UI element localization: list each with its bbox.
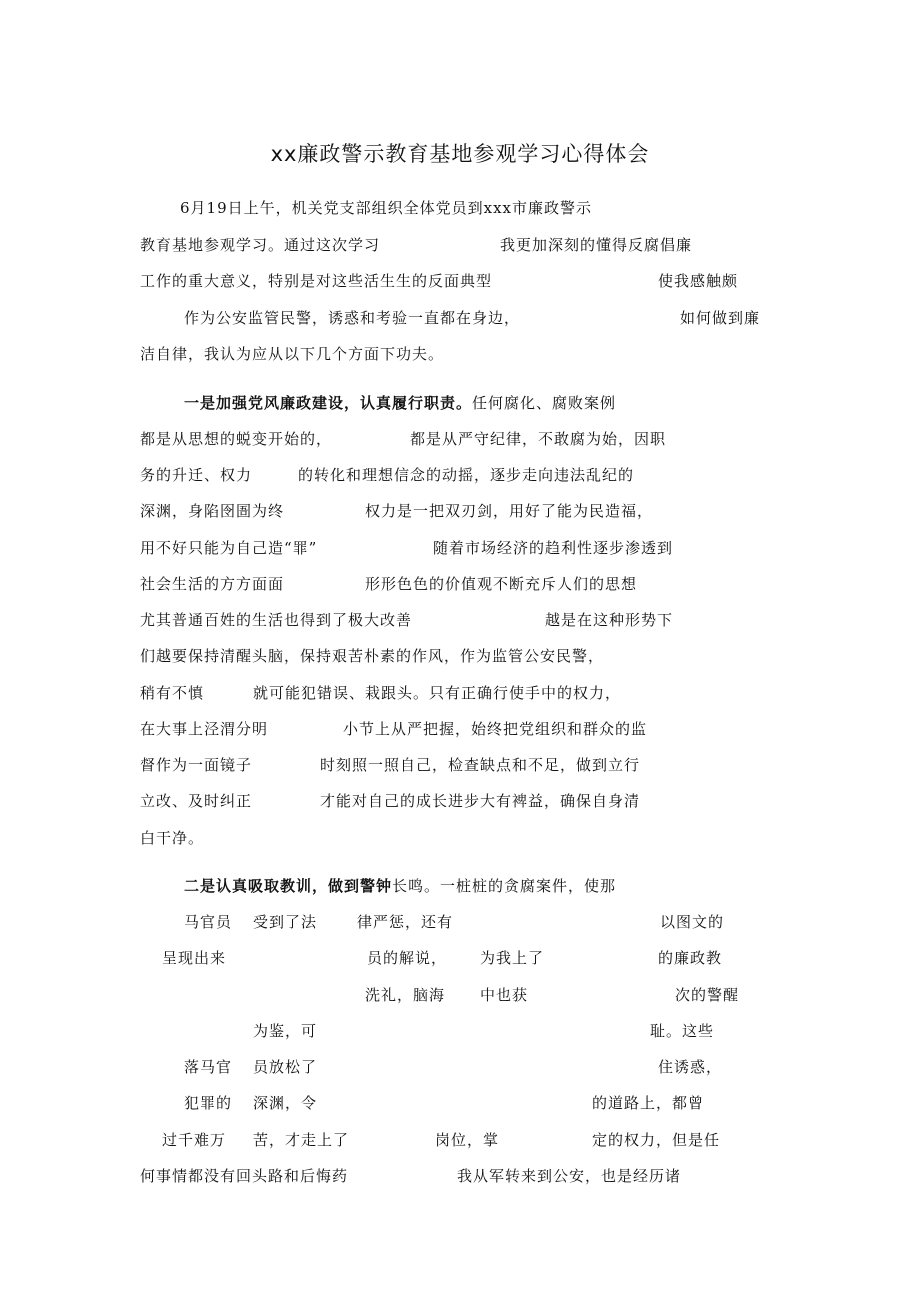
p2-frag-6a: 落马官 bbox=[184, 1058, 233, 1076]
p2-frag-6b: 员放松了 bbox=[253, 1058, 318, 1076]
p1-line-2a: 都是从思想的蜕变开始的， bbox=[140, 430, 333, 448]
p2-frag-3c: 为我上了 bbox=[480, 949, 545, 967]
p2-frag-8d: 定的权力，但是任 bbox=[592, 1131, 721, 1149]
p2-frag-2b: 受到了法 bbox=[253, 913, 318, 931]
p1-line-9b: 就可能犯错误、栽跟头。只有正确行使手中的权力， bbox=[253, 684, 622, 702]
intro-line-3a: 工作的重大意义，特别是对这些活生生的反面典型 bbox=[140, 272, 493, 290]
p1-line-2b: 都是从严守纪律，不敢腐为始，因职 bbox=[410, 430, 667, 448]
intro-line-2b: 我更加深刻的懂得反腐倡廉 bbox=[500, 236, 693, 254]
p1-line-1-text: 任何腐化、腐败案例 bbox=[472, 394, 617, 412]
p1-line-13: 白干净。 bbox=[140, 829, 205, 847]
p2-frag-5a: 为鉴，可 bbox=[253, 1022, 318, 1040]
p1-line-7b: 越是在这种形势下 bbox=[545, 611, 674, 629]
p2-frag-8a: 过千难万 bbox=[162, 1131, 227, 1149]
p2-line-1-text: 长鸣。一桩桩的贪腐案件，使那 bbox=[392, 877, 617, 895]
p1-line-6a: 社会生活的方方面面 bbox=[140, 575, 285, 593]
intro-line-2a: 教育基地参观学习。通过这次学习 bbox=[140, 236, 381, 254]
p1-line-4a: 深渊，身陷囹圄为终 bbox=[140, 502, 285, 520]
intro-line-5: 洁自律，我认为应从以下几个方面下功夫。 bbox=[140, 345, 445, 363]
p2-frag-3b: 员的解说， bbox=[367, 949, 448, 967]
p1-line-8: 们越要保持清醒头脑，保持艰苦朴素的作风，作为监管公安民警， bbox=[140, 647, 605, 665]
p2-frag-9a: 何事情都没有回头路和后悔药 bbox=[140, 1167, 349, 1185]
p2-frag-4b: 中也获 bbox=[480, 986, 529, 1004]
p1-line-1 bbox=[184, 393, 616, 413]
p1-line-12a: 立改、及时纠正 bbox=[140, 792, 253, 810]
p2-frag-7b: 深渊，令 bbox=[253, 1094, 318, 1112]
p1-line-7a: 尤其普通百姓的生活也得到了极大改善 bbox=[140, 611, 413, 629]
p2-frag-7a: 犯罪的 bbox=[184, 1094, 233, 1112]
p2-frag-8b: 苦，才走上了 bbox=[253, 1131, 350, 1149]
p1-heading: 一是加强党风廉政建设，认真履行职责。 bbox=[184, 394, 473, 412]
p1-line-10a: 在大事上泾渭分明 bbox=[140, 720, 269, 738]
p2-line-1 bbox=[184, 876, 616, 896]
p2-frag-3d: 的廉政教 bbox=[658, 949, 723, 967]
intro-line-1: 6月19日上午，机关党支部组织全体党员到xxx市廉政警示 bbox=[180, 199, 593, 217]
intro-line-4a: 作为公安监管民警，诱惑和考验一直都在身边， bbox=[184, 309, 521, 327]
p1-line-4b: 权力是一把双刃剑，用好了能为民造福， bbox=[365, 502, 654, 520]
document-title: xx廉政警示教育基地参观学习心得体会 bbox=[270, 142, 650, 166]
p2-frag-6c: 住诱惑， bbox=[658, 1058, 723, 1076]
p2-frag-2d: 以图文的 bbox=[660, 913, 725, 931]
p1-line-9a: 稍有不慎 bbox=[140, 684, 205, 702]
p1-line-12b: 才能对自己的成长进步大有裨益，确保自身清 bbox=[320, 792, 641, 810]
p1-line-6b: 形形色色的价值观不断充斥人们的思想 bbox=[365, 575, 638, 593]
p1-line-5a: 用不好只能为自己造“罪” bbox=[140, 539, 318, 557]
p2-frag-3a: 呈现出来 bbox=[162, 949, 227, 967]
p1-line-11b: 时刻照一照自己，检查缺点和不足，做到立行 bbox=[320, 756, 641, 774]
p2-frag-7c: 的道路上，都曾 bbox=[592, 1094, 705, 1112]
p2-heading: 二是认真吸取教训，做到警钟 bbox=[184, 877, 393, 895]
intro-line-3b: 使我感触颇 bbox=[658, 272, 739, 290]
p2-frag-4a: 洗礼，脑海 bbox=[365, 986, 446, 1004]
p1-line-11a: 督作为一面镜子 bbox=[140, 756, 253, 774]
p2-frag-2c: 律严惩，还有 bbox=[357, 913, 454, 931]
p2-frag-5b: 耻。这些 bbox=[650, 1022, 715, 1040]
p2-frag-4c: 次的警醒 bbox=[675, 986, 740, 1004]
intro-line-4b: 如何做到廉 bbox=[680, 309, 761, 327]
p2-frag-8c: 岗位，掌 bbox=[435, 1131, 500, 1149]
p2-frag-2a: 马官员 bbox=[184, 913, 233, 931]
p2-frag-9b: 我从军转来到公安，也是经历诸 bbox=[457, 1167, 682, 1185]
p1-line-10b: 小节上从严把握，始终把党组织和群众的监 bbox=[343, 720, 648, 738]
p1-line-5b: 随着市场经济的趋利性逐步渗透到 bbox=[433, 539, 674, 557]
p1-line-3a: 务的升迁、权力 bbox=[140, 466, 253, 484]
p1-line-3b: 的转化和理想信念的动摇，逐步走向违法乱纪的 bbox=[298, 466, 635, 484]
